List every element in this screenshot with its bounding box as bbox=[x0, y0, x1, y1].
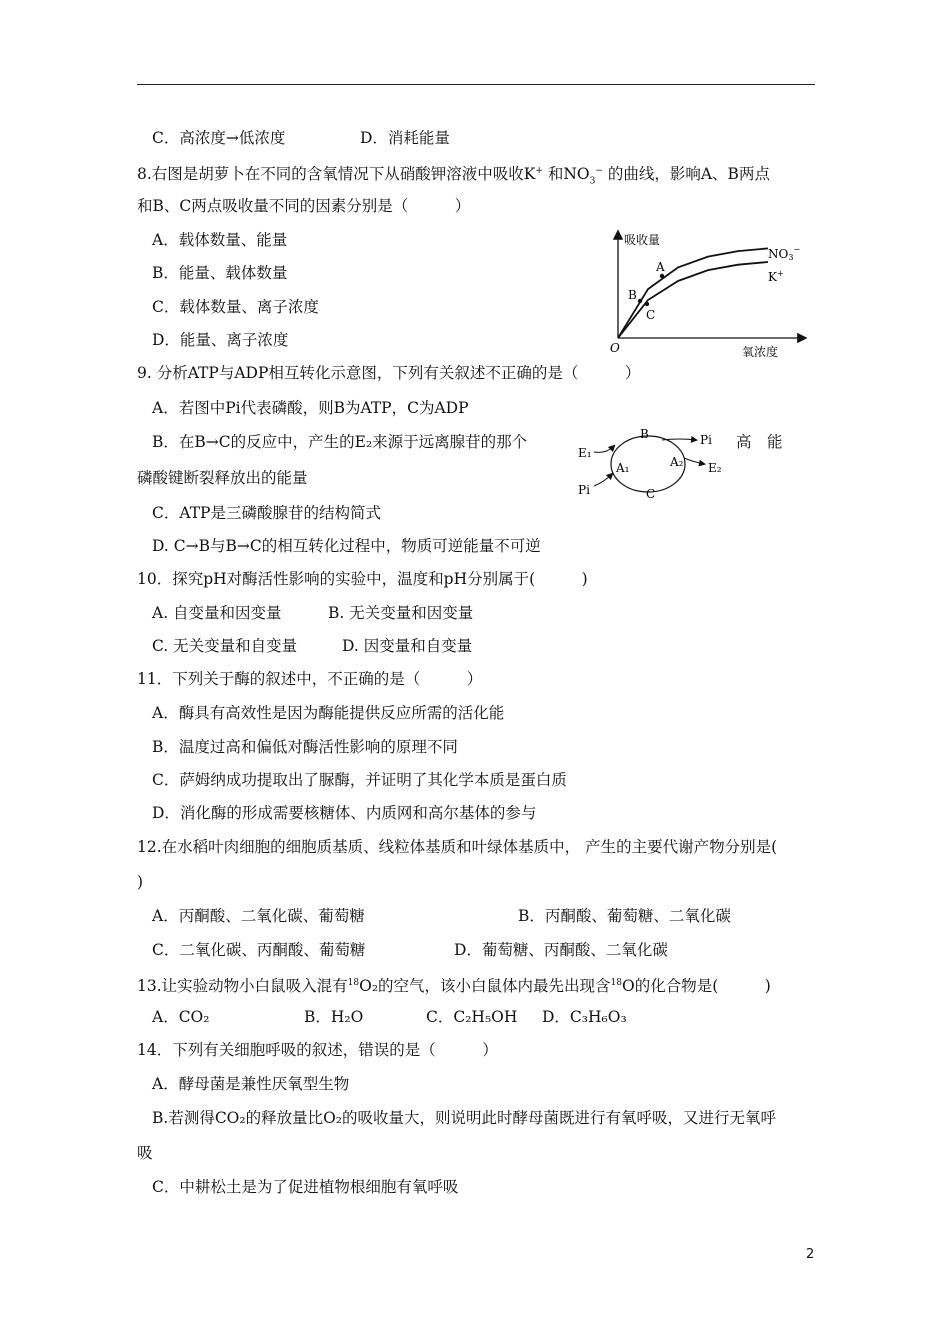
q12-options-row2 bbox=[152, 940, 668, 960]
point-a-label: A bbox=[656, 260, 665, 274]
q8-option-b: B．能量、载体数量 bbox=[152, 264, 288, 282]
q10-options-row1 bbox=[152, 603, 473, 623]
no3-sub: 3 bbox=[589, 176, 596, 187]
q13-stem-part1: 13.让实验动物小白鼠吸入混有 bbox=[137, 977, 348, 996]
q14-option-a: A．酵母菌是兼性厌氧型生物 bbox=[152, 1075, 350, 1093]
k-plus: + bbox=[535, 166, 543, 176]
label-a1: A₁ bbox=[616, 461, 630, 475]
page-number: 2 bbox=[806, 1247, 815, 1262]
q7-option-d: D．消耗能量 bbox=[360, 129, 450, 147]
q13-stem bbox=[137, 973, 771, 996]
q12-stem: 12.在水稻叶肉细胞的细胞质基质、线粒体基质和叶绿体基质中， 产生的主要代谢产物分别是( bbox=[137, 838, 778, 856]
q9-option-b-tail: 高 能 bbox=[736, 433, 783, 451]
series-line-no3 bbox=[618, 248, 768, 338]
label-pi-left: Pi bbox=[578, 483, 590, 497]
q13-option-c: C．C₂H₅OH bbox=[426, 1008, 518, 1026]
q11-stem: 11．下列关于酶的叙述中，不正确的是（ ） bbox=[137, 670, 483, 688]
point-c bbox=[645, 302, 649, 306]
q12-option-d: D．葡萄糖、丙酮酸、二氧化碳 bbox=[454, 941, 668, 959]
isotope-18-b: 18 bbox=[610, 978, 622, 988]
label-a2: A₂ bbox=[670, 455, 684, 469]
q11-option-b: B．温度过高和偏低对酶活性影响的原理不同 bbox=[152, 738, 458, 756]
label-e1: E₁ bbox=[578, 446, 592, 460]
x-axis-label: 氧浓度 bbox=[742, 345, 779, 359]
q13-stem-part2: O₂的空气，该小白鼠体内最先出现含 bbox=[359, 977, 611, 996]
legend-k: K+ bbox=[768, 269, 784, 284]
q9-stem: 9. 分析ATP与ADP相互转化示意图，下列有关叙述不正确的是（ ） bbox=[137, 364, 641, 382]
no3-minus: − bbox=[595, 166, 603, 176]
y-axis-label: 吸收量 bbox=[624, 233, 661, 247]
point-b bbox=[638, 299, 642, 303]
label-c: C bbox=[646, 487, 656, 500]
q11-option-a: A．酶具有高效性是因为酶能提供反应所需的活化能 bbox=[152, 704, 505, 722]
origin-label: O bbox=[610, 341, 620, 355]
arrow-e2 bbox=[684, 458, 704, 464]
q9-option-d: D. C→B与B→C的相互转化过程中，物质可逆能量不可逆 bbox=[152, 537, 541, 555]
legend-no3: NO3− bbox=[768, 245, 801, 262]
q13-options bbox=[152, 1007, 627, 1027]
q10-option-b: B. 无关变量和因变量 bbox=[328, 604, 474, 622]
q14-option-b-line1: B.若测得CO₂的释放量比O₂的吸收量大，则说明此时酵母菌既进行有氧呼吸，又进行无氧呼 bbox=[152, 1109, 777, 1127]
q10-option-a: A. 自变量和因变量 bbox=[152, 604, 282, 622]
point-c-label: C bbox=[646, 308, 656, 322]
q14-stem: 14．下列有关细胞呼吸的叙述，错误的是（ ） bbox=[137, 1041, 498, 1059]
q12-stem-line2: ) bbox=[137, 873, 144, 891]
label-b: B bbox=[640, 427, 649, 441]
q10-option-d: D. 因变量和自变量 bbox=[342, 637, 473, 655]
q8-stem-part1: 8.右图是胡萝卜在不同的含氧情况下从硝酸钾溶液中吸收K bbox=[137, 165, 536, 184]
q10-option-c: C. 无关变量和自变量 bbox=[152, 637, 298, 655]
q13-option-b: B．H₂O bbox=[304, 1008, 364, 1026]
arrow-e1 bbox=[594, 446, 614, 452]
q13-option-a: A．CO₂ bbox=[152, 1008, 210, 1026]
q9-option-b-line1: B．在B→C的反应中，产生的E₂来源于远离腺苷的那个 bbox=[152, 433, 528, 451]
q14-option-b-line2: 吸 bbox=[137, 1144, 153, 1162]
q12-options-row1 bbox=[152, 906, 731, 926]
q8-stem-line2: 和B、C两点吸收量不同的因素分别是（ ） bbox=[137, 197, 471, 215]
q9-option-c: C．ATP是三磷酸腺苷的结构简式 bbox=[152, 504, 381, 522]
q14-option-c: C．中耕松土是为了促进植物根细胞有氧呼吸 bbox=[152, 1178, 459, 1196]
header-rule bbox=[137, 84, 815, 85]
arrow-pi-out bbox=[662, 439, 696, 440]
isotope-18-a: 18 bbox=[347, 978, 360, 988]
q12-option-b: B．丙酮酸、葡萄糖、二氧化碳 bbox=[518, 907, 731, 925]
q10-options-row2 bbox=[152, 636, 472, 656]
q11-option-c: C．萨姆纳成功提取出了脲酶，并证明了其化学本质是蛋白质 bbox=[152, 771, 567, 789]
absorption-chart bbox=[600, 226, 820, 366]
arrow-pi-in bbox=[594, 474, 612, 486]
q12-option-c: C．二氧化碳、丙酮酸、葡萄糖 bbox=[152, 941, 366, 959]
point-a bbox=[660, 274, 664, 278]
q13-stem-part3: O的化合物是( ) bbox=[622, 977, 771, 996]
q9-option-a: A．若图中Pi代表磷酸，则B为ATP，C为ADP bbox=[152, 399, 469, 417]
q8-option-a: A．载体数量、能量 bbox=[152, 231, 288, 249]
q9-option-b-line2: 磷酸键断裂释放出的能量 bbox=[137, 469, 308, 487]
q8-stem-part2: 和NO bbox=[547, 165, 590, 184]
q11-option-d: D．消化酶的形成需要核糖体、内质网和高尔基体的参与 bbox=[152, 804, 537, 822]
point-b-label: B bbox=[628, 288, 637, 302]
q8-option-c: C．载体数量、离子浓度 bbox=[152, 298, 319, 316]
q8-stem bbox=[137, 161, 770, 191]
atp-cycle-diagram bbox=[572, 424, 734, 500]
q13-option-d: D．C₃H₆O₃ bbox=[542, 1008, 627, 1026]
q8-stem-part3: 的曲线，影响A、B两点 bbox=[607, 165, 770, 184]
q10-stem: 10．探究pH对酶活性影响的实验中，温度和pH分别属于( ) bbox=[137, 570, 588, 588]
q8-option-d: D．能量、离子浓度 bbox=[152, 331, 289, 349]
q7-options bbox=[152, 128, 450, 148]
q7-option-c: C．高浓度→低浓度 bbox=[152, 129, 286, 147]
q12-option-a: A．丙酮酸、二氧化碳、葡萄糖 bbox=[152, 907, 365, 925]
label-e2: E₂ bbox=[708, 461, 722, 475]
label-pi-right: Pi bbox=[700, 433, 712, 447]
